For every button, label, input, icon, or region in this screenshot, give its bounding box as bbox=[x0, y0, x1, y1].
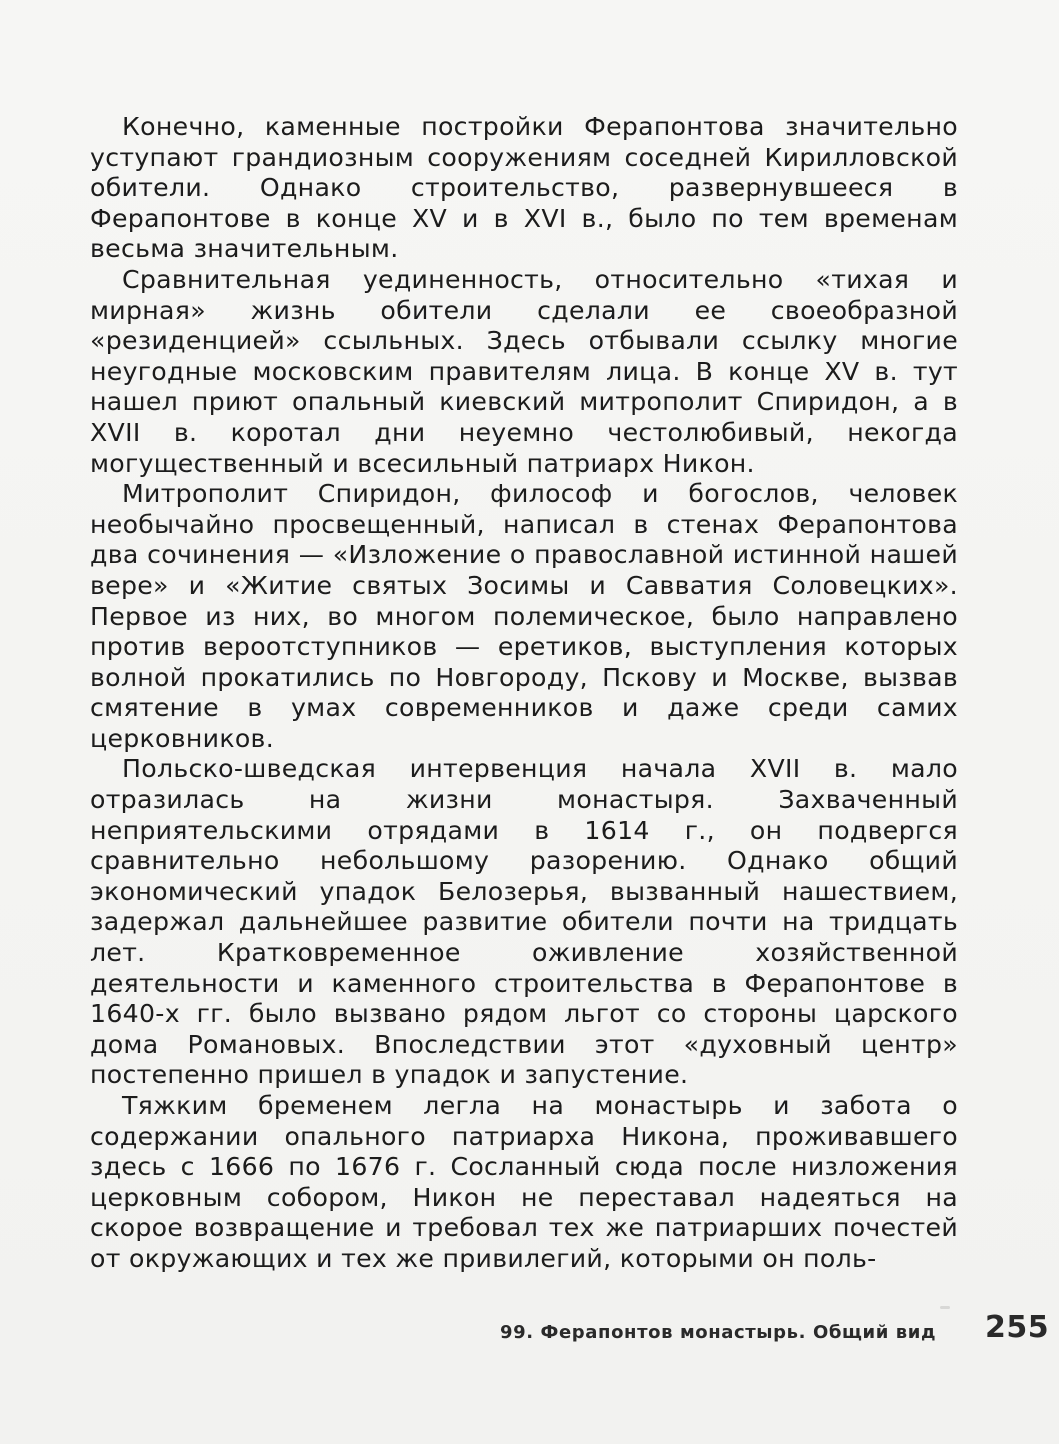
paragraph-4: Польско-шведская интервенция начала XVII в. мало отразилась на жизни монастыря. Захваченный неприятельскими отрядами в 1614 г., он подвергся сравнительно небольшому разорению. Однако общий экономический упадок Белозерья, вызванный нашествием, задержал дальнейшее развитие обители почти на тридцать лет. Кратковременное оживление хозяйственной деятельности и каменного строительства в Ферапонтове в 1640-х гг. было вызвано рядом льгот со стороны царского дома Романовых. Впоследствии этот «духовный центр» постепенно пришел в упадок и запустение. bbox=[90, 754, 958, 1090]
print-speck bbox=[940, 1306, 950, 1309]
page-number: 255 bbox=[985, 1310, 1050, 1345]
paragraph-3: Митрополит Спиридон, философ и богослов, человек необычайно просвещенный, написал в стенах Ферапонтова два сочинения — «Изложение о православной истинной нашей вере» и «Житие святых Зосимы и Савватия Соловецких». Первое из них, во многом полемическое, было направлено против вероотступников — еретиков, выступления которых волной прокатились по Новгороду, Пскову и Москве, вызвав смятение в умах современников и даже среди самих церковников. bbox=[90, 479, 958, 753]
paragraph-2: Сравнительная уединенность, относительно «тихая и мирная» жизнь обители сделали ее своеобразной «резиденцией» ссыльных. Здесь отбывали ссылку многие неугодные московским правителям лица. В конце XV в. тут нашел приют опальный киевский митрополит Спиридон, а в XVII в. коротал дни неуемно честолюбивый, некогда могущественный и всесильный патриарх Никон. bbox=[90, 264, 958, 478]
body-text bbox=[90, 112, 958, 1275]
figure-caption: 99. Ферапонтов монастырь. Общий вид bbox=[500, 1322, 937, 1343]
paragraph-1: Конечно, каменные постройки Ферапонтова значительно уступают грандиозным сооружениям соседней Кирилловской обители. Однако строительство, развернувшееся в Ферапонтове в конце XV и в XVI в., было по тем временам весьма значительным. bbox=[90, 112, 958, 264]
paragraph-5: Тяжким бременем легла на монастырь и забота о содержании опального патриарха Никона, проживавшего здесь с 1666 по 1676 г. Сосланный сюда после низложения церковным собором, Никон не переставал надеяться на скорое возвращение и требовал тех же патриарших почестей от окружающих и тех же привилегий, которыми он поль- bbox=[90, 1091, 958, 1273]
